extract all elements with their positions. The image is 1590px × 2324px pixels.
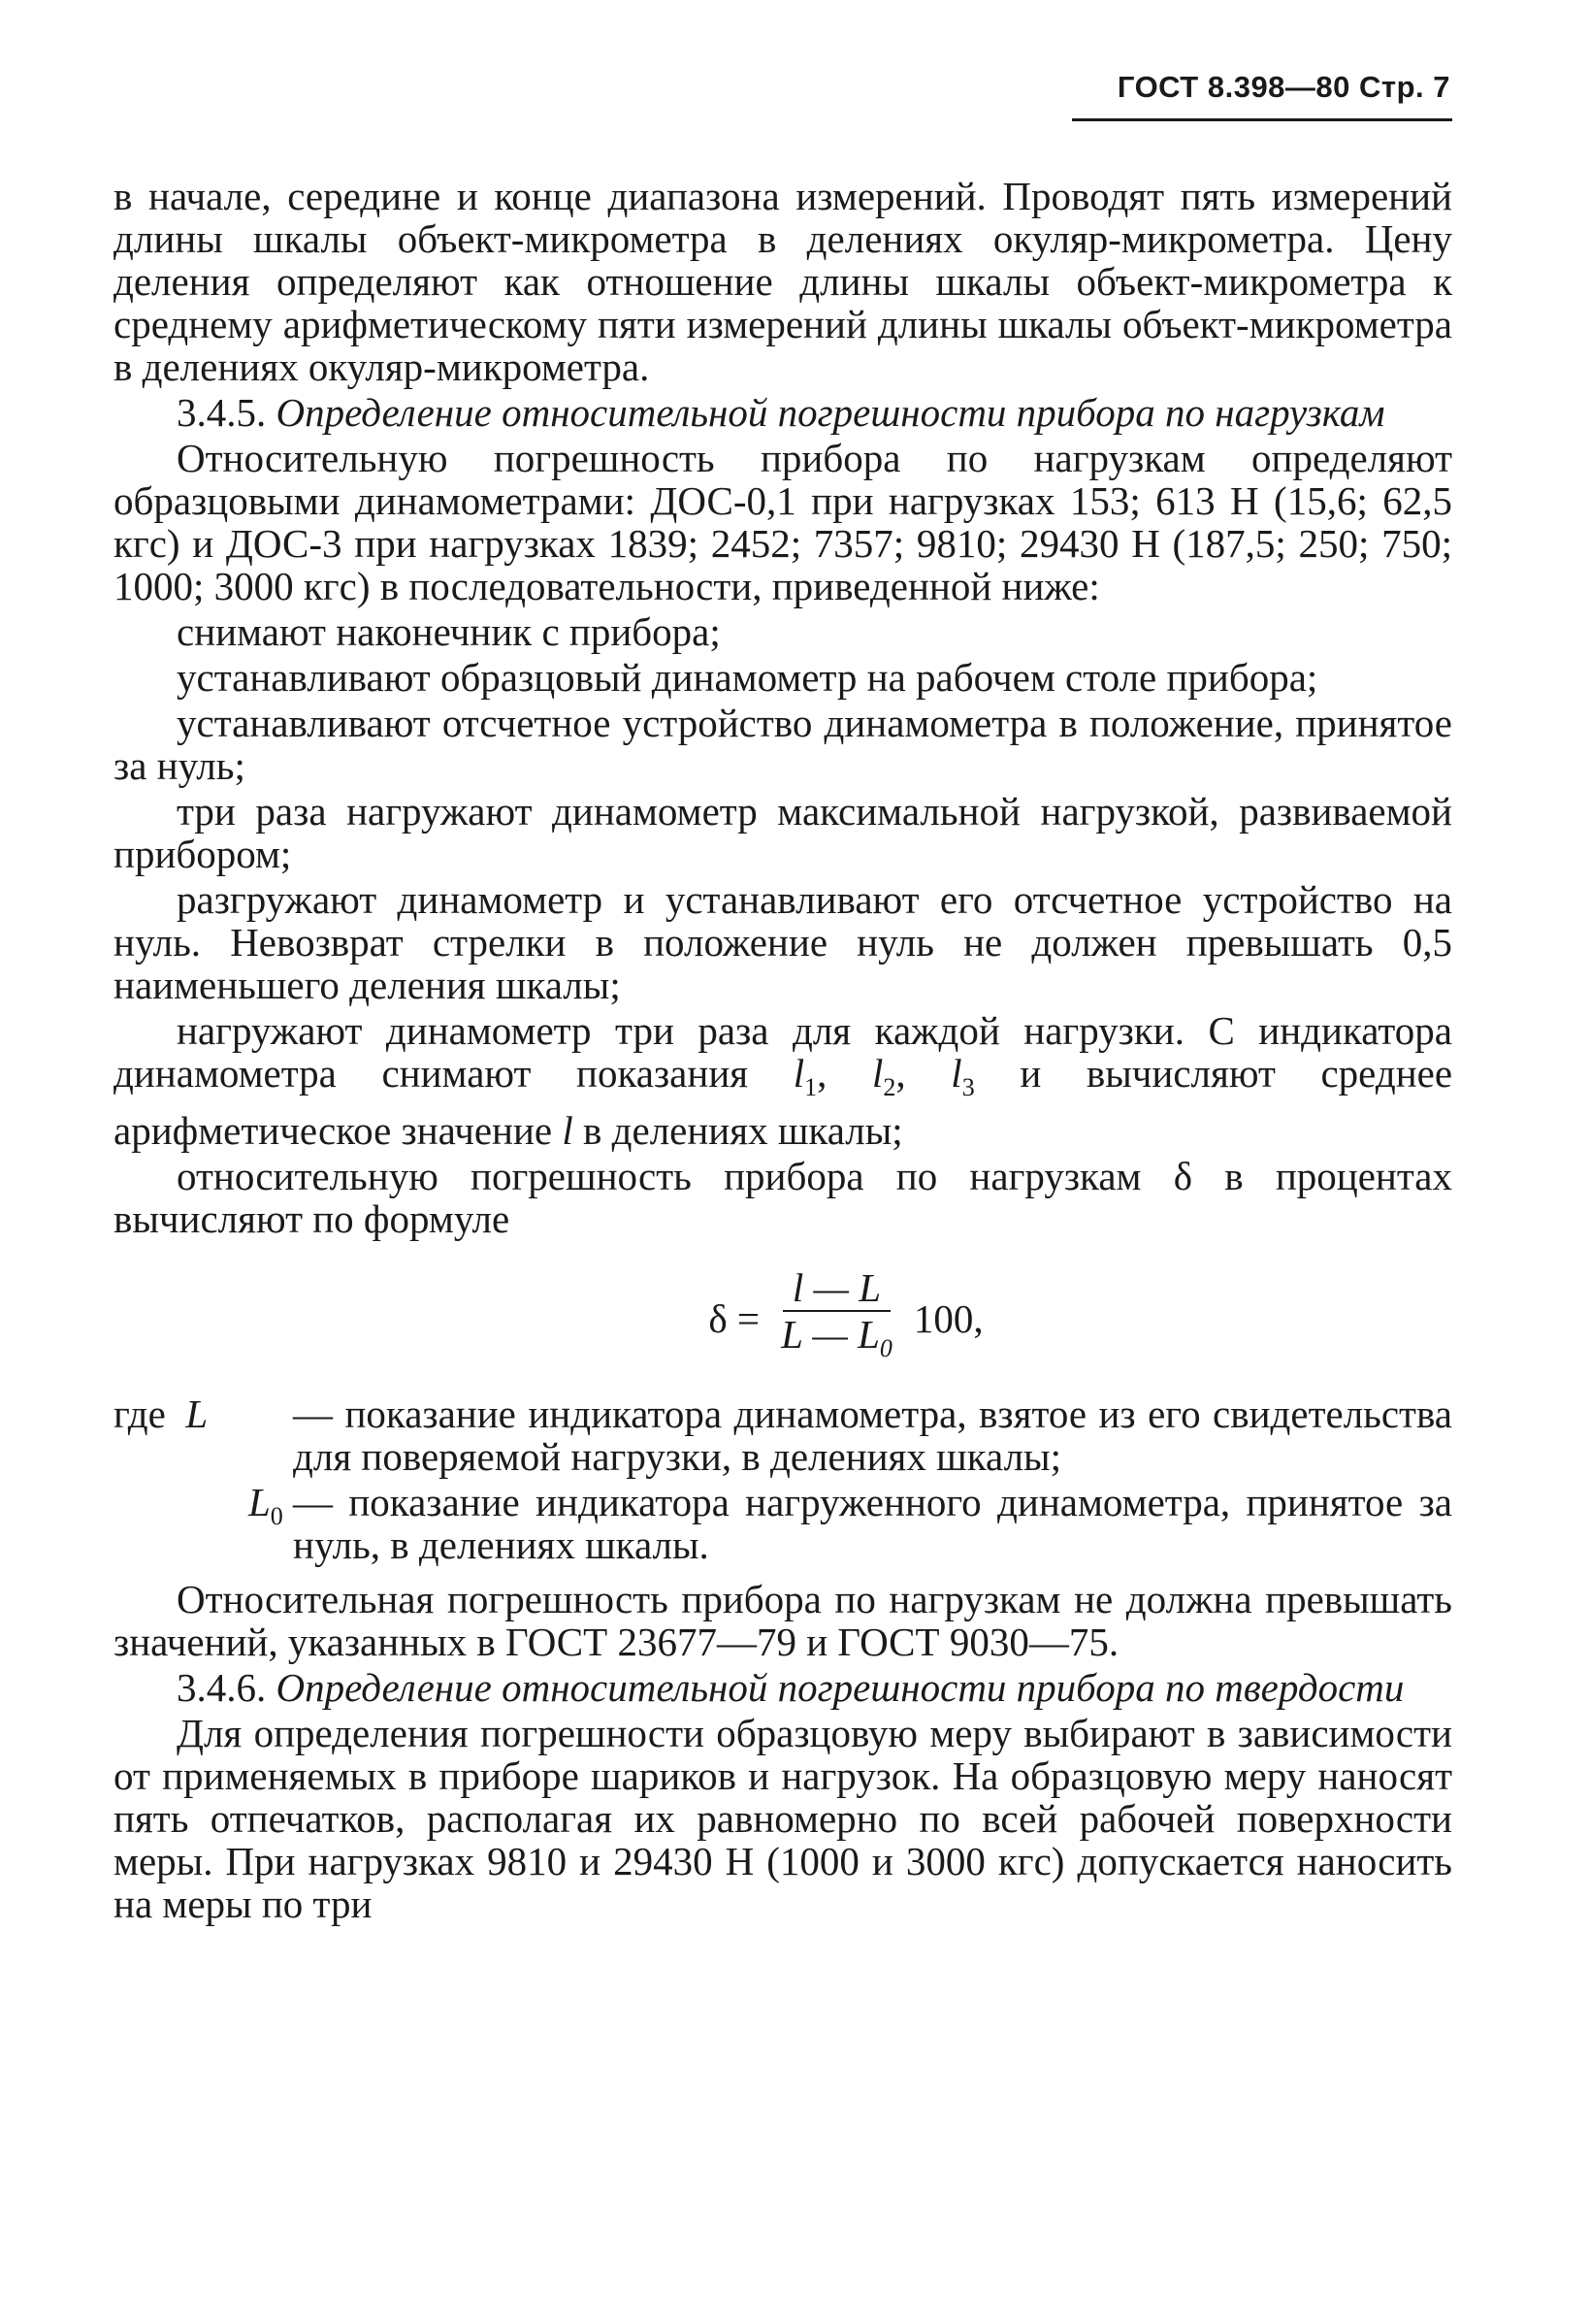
header-rule bbox=[1072, 118, 1452, 121]
section-3-4-6-heading bbox=[114, 1666, 1452, 1709]
paragraph-reference-measure: Для определения погрешности образцовую меру выбирают в зависимости от применяемых в приборе шариков и нагрузок. На образцовую меру наносят пять отпечатков, располагая их равномерно по всей рабочей поверхности меры. При нагрузках 9810 и 29430 Н (1000 и 3000 кгс) допускается наносить на меры по три bbox=[114, 1711, 1452, 1927]
where-symbol bbox=[114, 1392, 293, 1478]
subscript-1: 1 bbox=[804, 1073, 818, 1102]
section-title: Определение относительной погрешности прибора по нагрузкам bbox=[276, 390, 1385, 435]
step-install-dynamometer: устанавливают образцовый динамометр на рабочем столе прибора; bbox=[177, 655, 1318, 700]
formula-denominator bbox=[771, 1312, 902, 1371]
subscript-0: 0 bbox=[879, 1334, 892, 1363]
section-number: 3.4.5. bbox=[177, 390, 267, 435]
step-read-indications: нагружают динамометр три раза для каждой нагрузки. С индикатора динамометра снимают показания $l_1$, $l_2$, $l_3$ и вычисляют среднее арифметическое значение l в делениях шкалы; bbox=[114, 1008, 1453, 1154]
step-text: в делениях шкалы; bbox=[572, 1108, 903, 1154]
section-number: 3.4.6. bbox=[177, 1665, 267, 1711]
step-set-zero: устанавливают отсчетное устройство динамометра в положение, принятое за нуль; bbox=[114, 701, 1452, 788]
symbol-L: L bbox=[185, 1391, 209, 1437]
subscript-3: 3 bbox=[961, 1073, 975, 1102]
where-L0-text: — показание индикатора нагруженного динамометра, принятое за нуль, в делениях шкалы. bbox=[293, 1480, 1452, 1568]
subscript-2: 2 bbox=[883, 1073, 896, 1102]
formula bbox=[240, 1265, 1452, 1371]
paragraph-limits: Относительная погрешность прибора по нагрузкам не должна превышать значений, указанных в ГОСТ 23677—79 и ГОСТ 9030—75. bbox=[114, 1577, 1452, 1665]
denominator-text: L — L bbox=[781, 1312, 880, 1358]
formula-numerator: l — L bbox=[783, 1265, 891, 1312]
step-load-three-times: три раза нагружают динамометр максимальной нагрузкой, развиваемой прибором; bbox=[114, 789, 1452, 876]
var-l: l bbox=[951, 1051, 962, 1096]
page-body bbox=[114, 175, 1452, 1928]
step-text: нагружают динамометр три раза для каждой нагрузки. С индикатора динамометра снимают показания bbox=[114, 1008, 1452, 1096]
var-l: l bbox=[562, 1108, 573, 1154]
section-title: Определение относительной погрешности прибора по твердости bbox=[276, 1665, 1405, 1711]
step-compute-error: относительную погрешность прибора по нагрузкам δ в процентах вычисляют по формуле bbox=[114, 1154, 1452, 1242]
where-word: где bbox=[114, 1391, 166, 1437]
symbol-L0: L bbox=[247, 1480, 271, 1525]
var-l: l bbox=[872, 1051, 884, 1096]
paragraph-continuation: в начале, середине и конце диапазона измерений. Проводят пять измерений длины шкалы объект-микрометра в делениях окуляр-микрометра. Цену деления определяют как отношение длины шкалы объект-микрометра к среднему арифметическому пяти измерений длины шкалы объект-микрометра в делениях окуляр-микрометра. bbox=[114, 174, 1452, 389]
step-unload: разгружают динамометр и устанавливают его отсчетное устройство на нуль. Невозврат стрелки в положение нуль не должен превышать 0,5 наименьшего деления шкалы; bbox=[114, 877, 1452, 1007]
formula-lhs: δ = bbox=[708, 1295, 761, 1341]
step-remove-tip: снимают наконечник с прибора; bbox=[177, 609, 721, 654]
var-l: l bbox=[793, 1051, 805, 1096]
formula-fraction bbox=[771, 1265, 902, 1371]
section-3-4-5-heading bbox=[114, 391, 1452, 434]
where-symbol bbox=[114, 1481, 293, 1566]
step-text: и вычисляют среднее арифметическое значение bbox=[114, 1051, 1453, 1154]
formula-tail: 100, bbox=[913, 1295, 984, 1341]
paragraph-dynamometers: Относительную погрешность прибора по нагрузкам определяют образцовыми динамометрами: ДОС-0,1 при нагрузках 153; 613 Н (15,6; 62,5 кгс) и ДОС-3 при нагрузках 1839; 2452; 7357; 9810; 29430 Н (187,5; 250; 750; 1000; 3000 кгс) в последовательности, приведенной ниже: bbox=[114, 436, 1452, 608]
where-L-text: — показание индикатора динамометра, взятое из его свидетельства для поверяемой нагрузки, в делениях шкалы; bbox=[293, 1391, 1452, 1480]
page-header: ГОСТ 8.398—80 Стр. 7 bbox=[1117, 70, 1450, 104]
where-L0 bbox=[114, 1481, 1452, 1566]
subscript-0: 0 bbox=[270, 1502, 283, 1531]
where-L bbox=[114, 1392, 1452, 1478]
